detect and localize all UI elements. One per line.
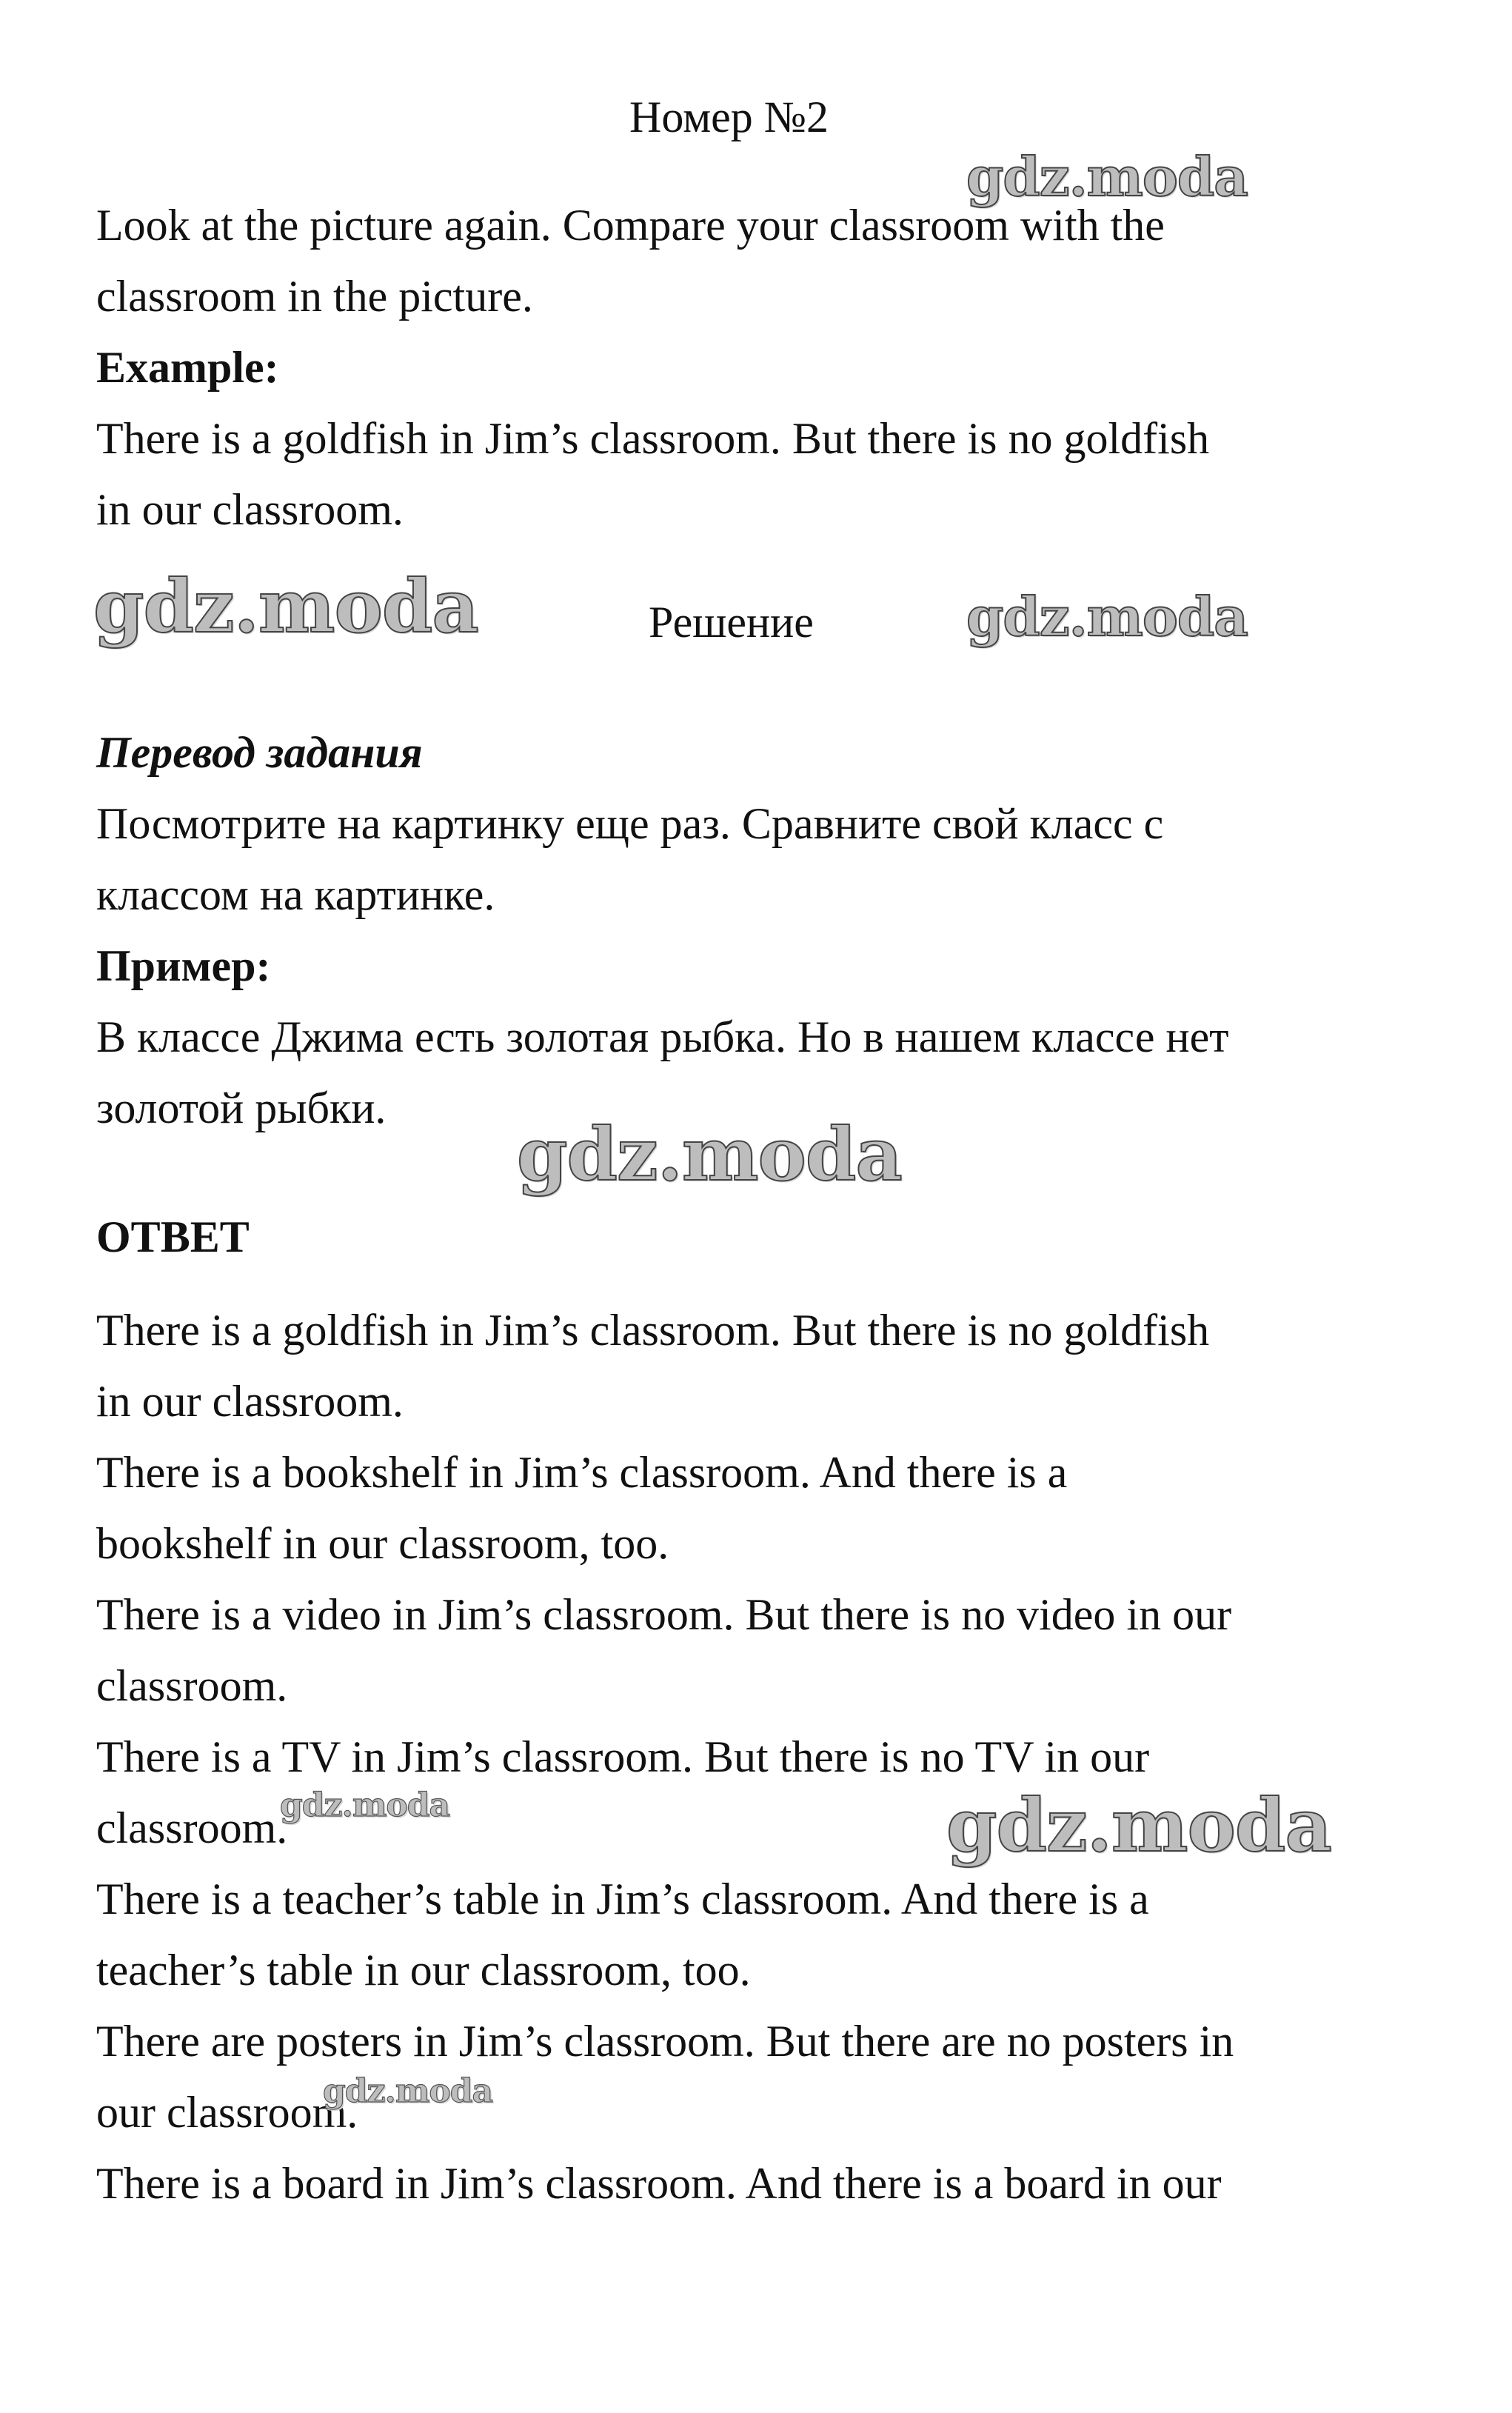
solution-label: Решение (649, 598, 814, 647)
answer-line: in our classroom. (96, 1377, 404, 1426)
watermark: gdz.moda (93, 564, 478, 650)
example-line-2: in our classroom. (96, 485, 404, 534)
answer-line: There is a teacher’s table in Jim’s classroom. And there is a (96, 1875, 1149, 1923)
answer-heading: ОТВЕТ (96, 1212, 250, 1261)
answer-line: There is a TV in Jim’s classroom. But there is no TV in our (96, 1732, 1150, 1781)
watermark: gdz.moda (280, 1786, 450, 1824)
answer-line: teacher’s table in our classroom, too. (96, 1946, 751, 1995)
task-line-2: classroom in the picture. (96, 272, 533, 321)
answer-line: There is a bookshelf in Jim’s classroom. And there is a (96, 1448, 1068, 1497)
answer-line: classroom. (96, 1661, 288, 1710)
watermark: gdz.moda (966, 585, 1248, 648)
page-title: Номер №2 (629, 93, 829, 141)
answer-line: There is a video in Jim’s classroom. But there is no video in our (96, 1590, 1232, 1639)
example-label: Example: (96, 343, 279, 392)
translation-example-line-2: золотой рыбки. (96, 1084, 387, 1132)
answer-line: There are posters in Jim’s classroom. But there are no posters in (96, 2017, 1234, 2066)
answer-line: classroom. (96, 1803, 288, 1852)
answer-line: bookshelf in our classroom, too. (96, 1519, 669, 1568)
answer-line: our classroom. (96, 2088, 358, 2137)
watermark: gdz.moda (946, 1783, 1331, 1869)
answer-line: There is a board in Jim’s classroom. And there is a board in our (96, 2159, 1222, 2208)
answer-line: There is a goldfish in Jim’s classroom. But there is no goldfish (96, 1306, 1210, 1355)
translation-heading: Перевод задания (96, 728, 423, 777)
translation-example-label: Пример: (96, 941, 271, 990)
watermark: gdz.moda (517, 1112, 902, 1198)
translation-line-1: Посмотрите на картинку еще раз. Сравните свой класс с (96, 799, 1164, 848)
translation-line-2: классом на картинке. (96, 870, 495, 919)
example-line-1: There is a goldfish in Jim’s classroom. But there is no goldfish (96, 414, 1210, 463)
watermark: gdz.moda (323, 2072, 493, 2110)
translation-example-line-1: В классе Джима есть золотая рыбка. Но в нашем классе нет (96, 1012, 1229, 1061)
watermark: gdz.moda (966, 145, 1248, 208)
task-line-1: Look at the picture again. Compare your classroom with the (96, 201, 1165, 250)
